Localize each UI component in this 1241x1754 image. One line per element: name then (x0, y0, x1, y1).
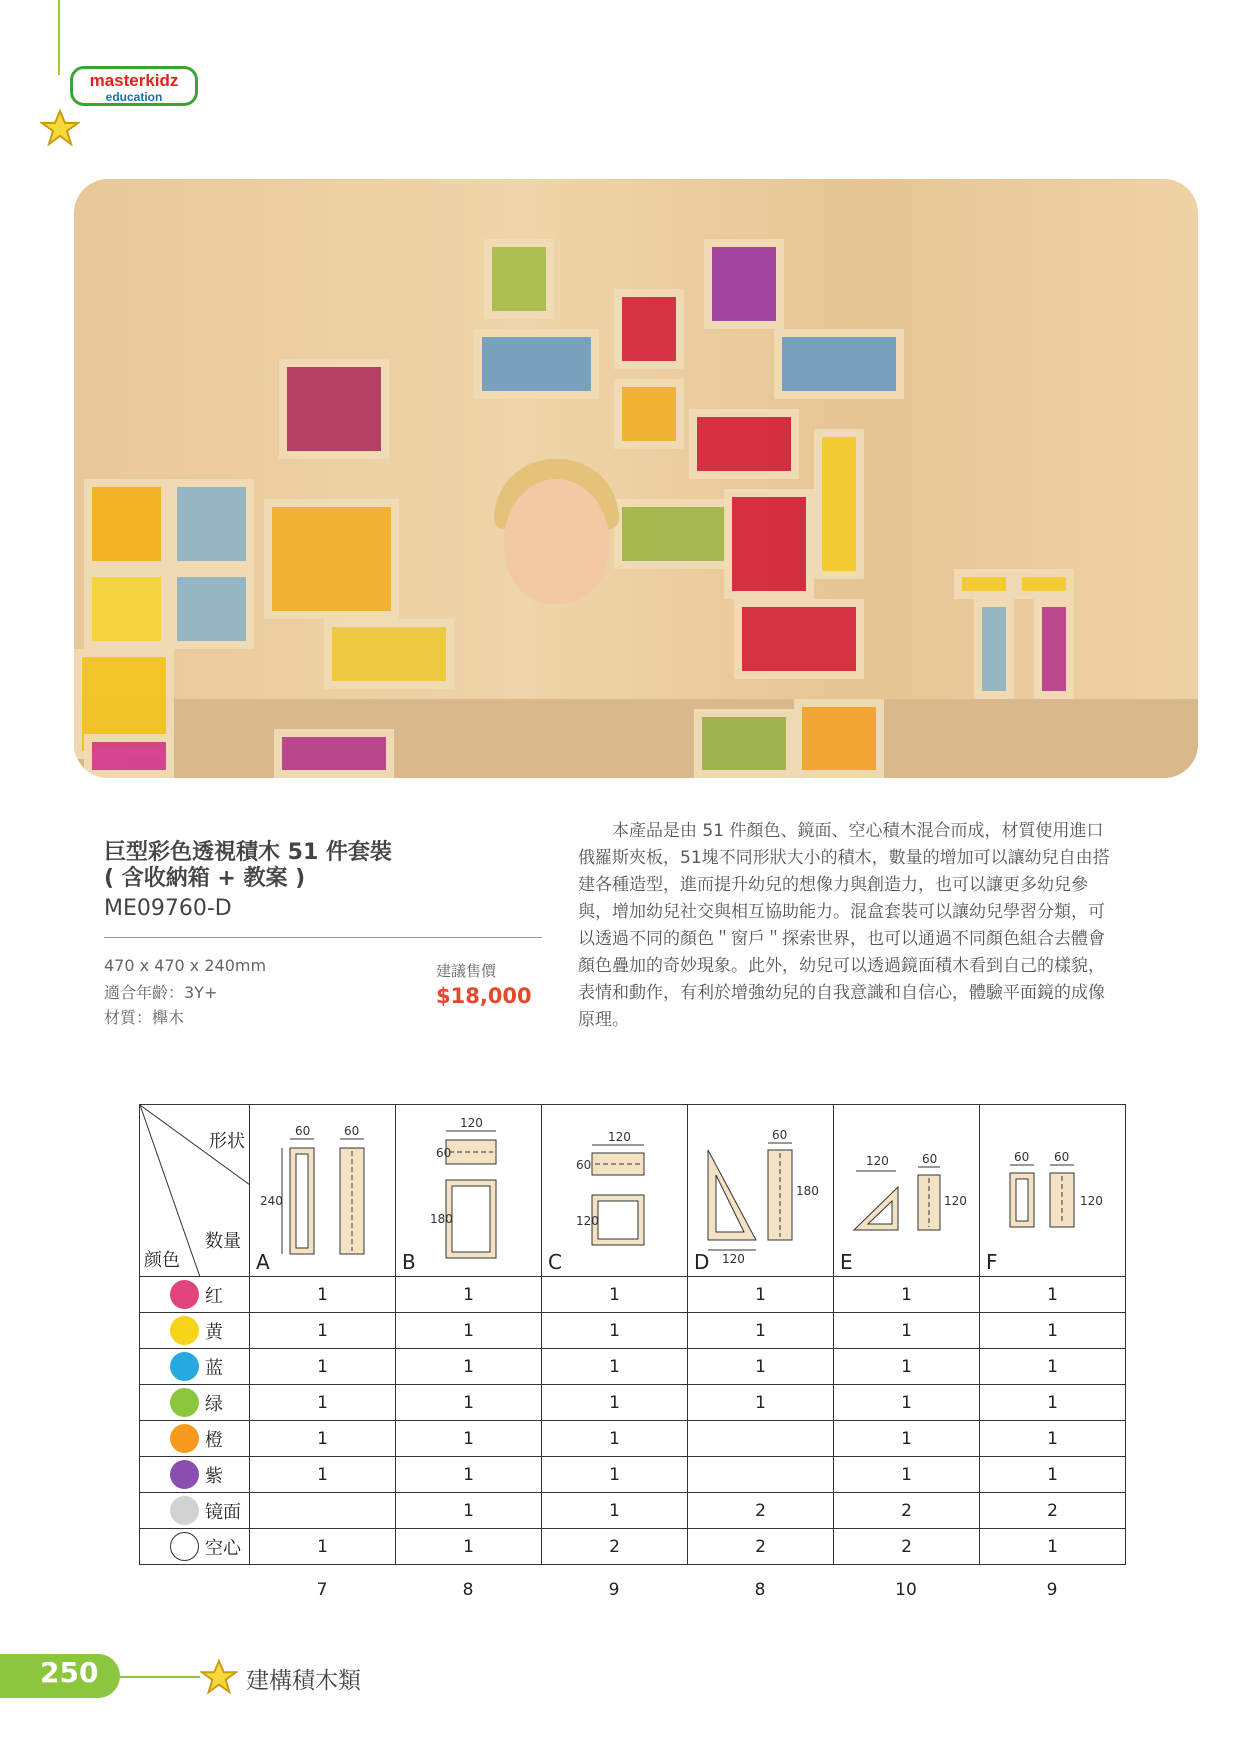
color-name: 绿 (205, 1393, 223, 1415)
table-row (140, 1385, 1126, 1421)
qty-cell: 1 (688, 1385, 834, 1421)
qty-cell: 1 (688, 1277, 834, 1313)
qty-cell: 2 (688, 1493, 834, 1529)
color-swatch-purple (170, 1460, 199, 1489)
color-name: 红 (205, 1285, 223, 1307)
qty-cell: 1 (542, 1313, 688, 1349)
qty-cell: 1 (542, 1493, 688, 1529)
color-name: 空心 (205, 1537, 241, 1559)
qty-cell (688, 1421, 834, 1457)
qty-cell: 1 (834, 1349, 980, 1385)
qty-cell: 2 (834, 1493, 980, 1529)
qty-cell: 1 (542, 1385, 688, 1421)
table-row (140, 1493, 1126, 1529)
dim-e-w: 120 (866, 1154, 889, 1168)
dim-b-h: 180 (430, 1212, 453, 1226)
dim-a-w2: 60 (344, 1124, 360, 1138)
dim-f-w1: 60 (1014, 1150, 1030, 1164)
color-swatch-blue (170, 1352, 199, 1381)
qty-cell: 1 (688, 1349, 834, 1385)
column-label-b: B (402, 1250, 416, 1274)
qty-cell: 1 (396, 1385, 542, 1421)
qty-cell: 1 (396, 1529, 542, 1565)
qty-cell: 1 (834, 1421, 980, 1457)
divider (104, 937, 542, 938)
shape-cell-d (688, 1105, 834, 1277)
qty-cell: 1 (980, 1421, 1126, 1457)
color-swatch-mirror (170, 1496, 199, 1525)
corner-color-label: 颜色 (144, 1250, 180, 1271)
dim-a-w1: 60 (295, 1124, 311, 1138)
qty-cell: 1 (250, 1457, 396, 1493)
qty-cell: 1 (396, 1421, 542, 1457)
dim-c-t: 60 (576, 1158, 592, 1172)
qty-cell: 1 (250, 1349, 396, 1385)
product-description (578, 818, 1118, 1034)
qty-cell: 1 (250, 1313, 396, 1349)
color-name: 黄 (205, 1321, 223, 1343)
dim-f-h: 120 (1080, 1194, 1103, 1208)
qty-cell: 1 (542, 1457, 688, 1493)
corner-shape-label: 形状 (209, 1131, 245, 1152)
shape-f-diagram (980, 1105, 1126, 1277)
qty-cell: 1 (396, 1349, 542, 1385)
brand-logo (70, 66, 198, 106)
description-text: 本產品是由 51 件顏色、鏡面、空心積木混合而成，材質使用進口俄羅斯夾板，51塊不同形狀大小的積木，數量的增加可以讓幼兒自由搭建各種造型，進而提升幼兒的想像力與創造力，也可以讓更多幼兒參與，增加幼兒社交與相互協助能力。混盒套裝可以讓幼兒學習分類，可以透過不同的顏色＂窗戶＂探索世界，也可以通過不同顏色組合去體會顏色疊加的奇妙現象。此外，幼兒可以透過鏡面積木看到自己的樣貌，表情和動作，有利於增強幼兒的自我意識和自信心，體驗平面鏡的成像原理。 (578, 821, 1110, 1030)
shape-cell-f (980, 1105, 1126, 1277)
total-c: 9 (608, 1580, 620, 1600)
dim-b-t: 60 (436, 1146, 452, 1160)
header-vertical-line (58, 0, 60, 75)
shape-d-diagram (688, 1105, 834, 1277)
total-e: 10 (895, 1580, 917, 1600)
qty-cell: 1 (980, 1349, 1126, 1385)
product-size: 470 x 470 x 240mm (104, 956, 267, 975)
corner-qty-label: 数量 (205, 1231, 241, 1252)
dim-b-w: 120 (460, 1116, 483, 1130)
qty-cell: 1 (834, 1457, 980, 1493)
column-label-d: D (694, 1250, 710, 1274)
qty-cell: 1 (980, 1277, 1126, 1313)
color-name: 蓝 (205, 1357, 223, 1379)
qty-cell: 1 (396, 1277, 542, 1313)
table-row (140, 1277, 1126, 1313)
color-name: 橙 (205, 1429, 223, 1451)
color-name: 紫 (205, 1465, 223, 1487)
total-a: 7 (316, 1580, 328, 1600)
shape-b-diagram (396, 1105, 542, 1277)
qty-cell: 1 (250, 1277, 396, 1313)
qty-cell: 1 (980, 1529, 1126, 1565)
product-photo (74, 179, 1198, 778)
shape-cell-c (542, 1105, 688, 1277)
footer-line (120, 1676, 200, 1678)
color-swatch-red (170, 1280, 199, 1309)
total-f: 9 (1046, 1580, 1058, 1600)
column-label-f: F (986, 1250, 998, 1274)
table-corner (140, 1105, 250, 1277)
column-label-a: A (256, 1250, 270, 1274)
color-name: 镜面 (205, 1501, 241, 1523)
star-icon (200, 1658, 238, 1696)
column-label-c: C (548, 1250, 562, 1274)
dim-c-h: 120 (576, 1214, 599, 1228)
qty-cell: 1 (980, 1457, 1126, 1493)
shape-cell-e (834, 1105, 980, 1277)
price-label: 建議售價 (436, 962, 497, 980)
star-icon (40, 108, 80, 148)
category-title: 建構積木類 (246, 1668, 361, 1694)
shape-a-diagram (250, 1105, 396, 1277)
page-number: 250 (40, 1656, 99, 1689)
shape-e-diagram (834, 1105, 980, 1277)
table-row (140, 1529, 1126, 1565)
product-title (104, 840, 392, 892)
color-swatch-hollow (170, 1532, 199, 1561)
product-title-line1: 巨型彩色透視積木 51 件套裝 (104, 840, 392, 865)
brand-sub: education (105, 90, 163, 104)
qty-cell: 1 (980, 1313, 1126, 1349)
table-header-row (140, 1105, 1126, 1277)
qty-cell: 1 (396, 1493, 542, 1529)
color-swatch-orange (170, 1424, 199, 1453)
qty-cell: 1 (980, 1385, 1126, 1421)
qty-cell: 1 (250, 1385, 396, 1421)
shape-c-diagram (542, 1105, 688, 1277)
color-swatch-yellow (170, 1316, 199, 1345)
price-value: $18,000 (436, 984, 532, 1008)
qty-cell: 1 (396, 1457, 542, 1493)
qty-cell: 2 (834, 1529, 980, 1565)
qty-cell: 1 (250, 1529, 396, 1565)
qty-cell: 1 (542, 1277, 688, 1313)
color-swatch-green (170, 1388, 199, 1417)
shape-cell-b (396, 1105, 542, 1277)
qty-cell: 1 (834, 1277, 980, 1313)
product-material: 材質：櫸木 (104, 1008, 185, 1027)
table-row (140, 1349, 1126, 1385)
product-age: 適合年齡：3Y+ (104, 983, 218, 1002)
dim-e-h: 120 (944, 1194, 967, 1208)
qty-cell: 2 (542, 1529, 688, 1565)
qty-cell (688, 1457, 834, 1493)
dim-a-h: 240 (260, 1194, 283, 1208)
dim-d-w: 60 (772, 1128, 788, 1142)
table-row (140, 1313, 1126, 1349)
dim-e-t: 60 (922, 1152, 938, 1166)
qty-cell: 1 (396, 1313, 542, 1349)
dim-c-w: 120 (608, 1130, 631, 1144)
total-d: 8 (754, 1580, 766, 1600)
table-row (140, 1421, 1126, 1457)
shape-cell-a (250, 1105, 396, 1277)
product-title-line2: ( 含收納箱 + 教案 ) (104, 866, 306, 891)
total-b: 8 (462, 1580, 474, 1600)
dim-d-base: 120 (722, 1252, 745, 1266)
table-row (140, 1457, 1126, 1493)
product-code: ME09760-D (104, 896, 232, 921)
qty-cell: 1 (542, 1349, 688, 1385)
qty-cell: 1 (834, 1385, 980, 1421)
qty-cell: 1 (834, 1313, 980, 1349)
component-table (139, 1104, 1126, 1565)
qty-cell: 2 (980, 1493, 1126, 1529)
qty-cell (250, 1493, 396, 1529)
qty-cell: 1 (250, 1421, 396, 1457)
qty-cell: 1 (688, 1313, 834, 1349)
dim-d-h: 180 (796, 1184, 819, 1198)
qty-cell: 2 (688, 1529, 834, 1565)
dim-f-w2: 60 (1054, 1150, 1070, 1164)
column-label-e: E (840, 1250, 853, 1274)
brand-name: masterkidz (89, 71, 179, 90)
qty-cell: 1 (542, 1421, 688, 1457)
